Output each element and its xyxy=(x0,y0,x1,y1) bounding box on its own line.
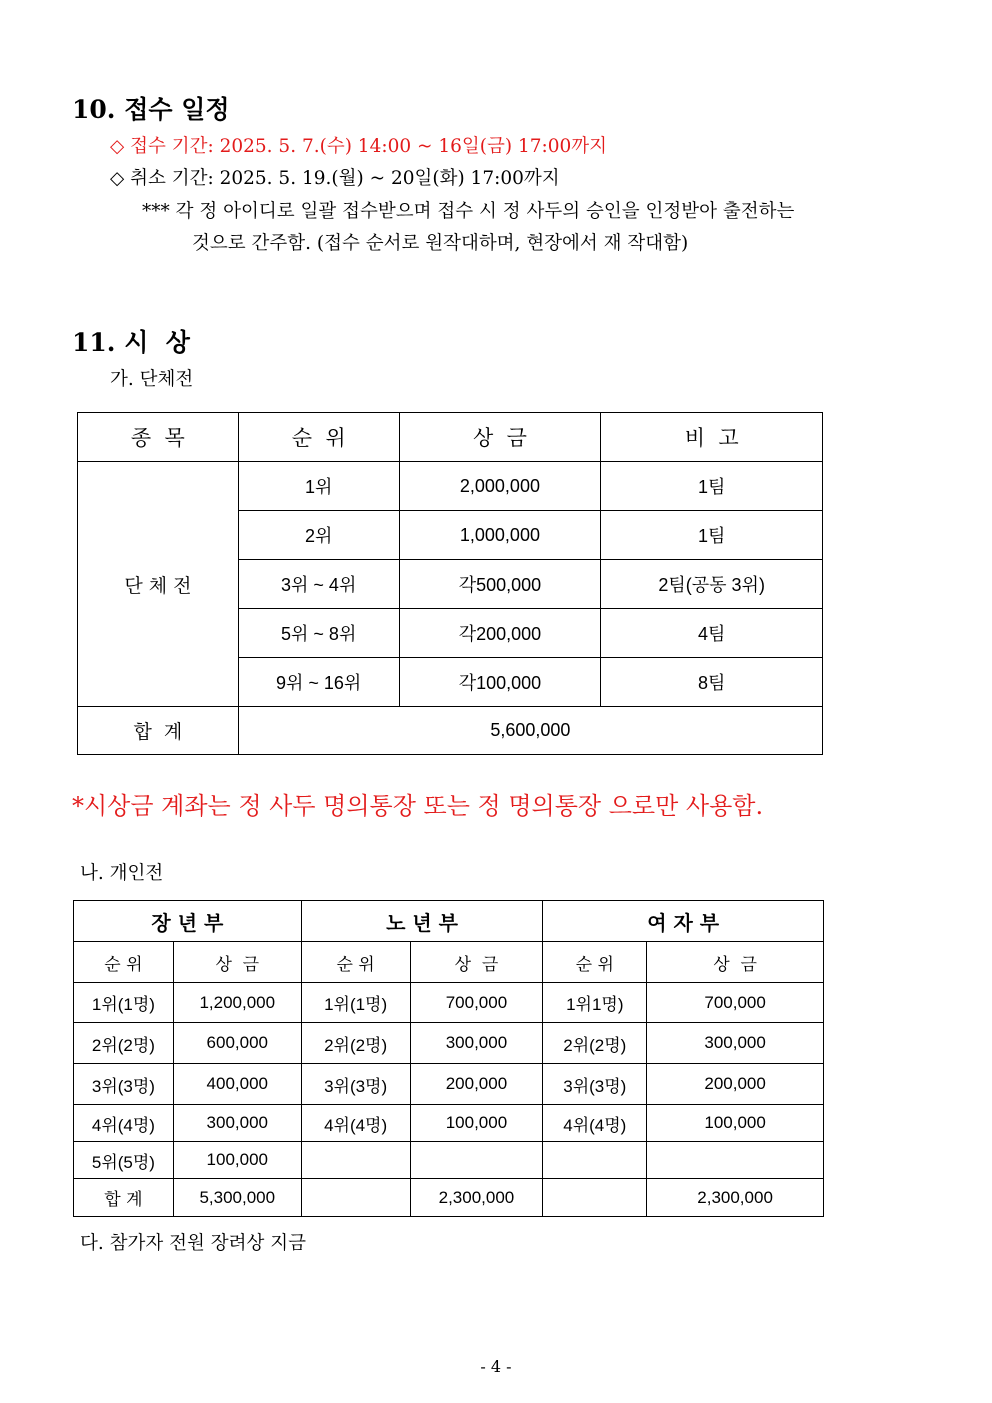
rank-cell: 9위 ~ 16위 xyxy=(238,658,399,707)
cell: 4위(4명) xyxy=(74,1105,174,1142)
table-row xyxy=(74,1105,824,1142)
cell: 1위(1명) xyxy=(301,983,410,1023)
rank-cell: 3위 ~ 4위 xyxy=(238,560,399,609)
cell: 3위(3명) xyxy=(301,1064,410,1105)
sub-header: 상 금 xyxy=(410,942,543,983)
cell: 700,000 xyxy=(647,983,824,1023)
cell: 3위(3명) xyxy=(543,1064,647,1105)
cell: 600,000 xyxy=(173,1023,301,1064)
cell: 100,000 xyxy=(410,1105,543,1142)
table-row xyxy=(78,462,823,511)
category-cell: 단 체 전 xyxy=(78,462,239,707)
prize-cell: 1,000,000 xyxy=(399,511,601,560)
cell: 2위(2명) xyxy=(543,1023,647,1064)
section-11-heading: 11. 시 상 xyxy=(72,328,190,357)
table-row xyxy=(74,1142,824,1179)
cell: 1위(1명) xyxy=(74,983,174,1023)
table-row xyxy=(74,983,824,1023)
rank-cell: 2위 xyxy=(238,511,399,560)
sub-header: 순 위 xyxy=(543,942,647,983)
sub-header-row xyxy=(74,942,824,983)
total-row xyxy=(78,707,823,755)
individual-prize-table xyxy=(73,900,824,1217)
total-value: 5,600,000 xyxy=(238,707,822,755)
note-line-2: 것으로 간주함. (접수 순서로 원작대하며, 현장에서 재 작대함) xyxy=(192,233,689,254)
cell: 700,000 xyxy=(410,983,543,1023)
page-number: - 4 - xyxy=(480,1357,512,1376)
table-header-row xyxy=(78,413,823,462)
group-header: 여 자 부 xyxy=(543,901,824,942)
note-line-1: *** 각 정 아이디로 일괄 접수받으며 접수 시 정 사두의 승인을 인정받아 출전하는 xyxy=(142,201,795,222)
cell: 5,300,000 xyxy=(173,1179,301,1217)
note-cell: 2팀(공동 3위) xyxy=(601,560,823,609)
header-cell: 순 위 xyxy=(238,413,399,462)
cell: 2위(2명) xyxy=(301,1023,410,1064)
sub-header: 순 위 xyxy=(74,942,174,983)
cell xyxy=(301,1142,410,1179)
account-note: *시상금 계좌는 정 사두 명의통장 또는 정 명의통장 으로만 사용함. xyxy=(72,792,764,820)
cell: 4위(4명) xyxy=(543,1105,647,1142)
cell: 300,000 xyxy=(173,1105,301,1142)
note-cell: 8팀 xyxy=(601,658,823,707)
total-label: 합 계 xyxy=(78,707,239,755)
cell xyxy=(647,1142,824,1179)
cell: 2,300,000 xyxy=(647,1179,824,1217)
cell: 100,000 xyxy=(647,1105,824,1142)
group-header-row xyxy=(74,901,824,942)
cell: 3위(3명) xyxy=(74,1064,174,1105)
cell: 2위(2명) xyxy=(74,1023,174,1064)
sub-heading-team: 가. 단체전 xyxy=(110,369,194,390)
sub-heading-encouragement: 다. 참가자 전원 장려상 지금 xyxy=(80,1233,306,1254)
note-cell: 1팀 xyxy=(601,511,823,560)
rank-cell: 1위 xyxy=(238,462,399,511)
cell: 200,000 xyxy=(647,1064,824,1105)
cell: 300,000 xyxy=(410,1023,543,1064)
note-cell: 4팀 xyxy=(601,609,823,658)
receipt-period: ◇ 접수 기간: 2025. 5. 7.(수) 14:00 ~ 16일(금) 17:00까지 xyxy=(110,136,608,157)
cell: 2,300,000 xyxy=(410,1179,543,1217)
sub-header: 상 금 xyxy=(173,942,301,983)
cell xyxy=(543,1142,647,1179)
header-cell: 상 금 xyxy=(399,413,601,462)
note-cell: 1팀 xyxy=(601,462,823,511)
sub-heading-individual: 나. 개인전 xyxy=(80,863,164,884)
prize-cell: 2,000,000 xyxy=(399,462,601,511)
total-row xyxy=(74,1179,824,1217)
prize-cell: 각100,000 xyxy=(399,658,601,707)
table-row xyxy=(74,1023,824,1064)
cell: 400,000 xyxy=(173,1064,301,1105)
cell: 합 계 xyxy=(74,1179,174,1217)
cell: 200,000 xyxy=(410,1064,543,1105)
group-header: 노 년 부 xyxy=(301,901,543,942)
rank-cell: 5위 ~ 8위 xyxy=(238,609,399,658)
cell: 1,200,000 xyxy=(173,983,301,1023)
header-cell: 비 고 xyxy=(601,413,823,462)
header-cell: 종 목 xyxy=(78,413,239,462)
cell: 1위1명) xyxy=(543,983,647,1023)
prize-cell: 각500,000 xyxy=(399,560,601,609)
cell: 5위(5명) xyxy=(74,1142,174,1179)
cell: 4위(4명) xyxy=(301,1105,410,1142)
team-prize-table xyxy=(77,412,823,755)
cancel-period: ◇ 취소 기간: 2025. 5. 19.(월) ~ 20일(화) 17:00까지 xyxy=(110,168,560,189)
prize-cell: 각200,000 xyxy=(399,609,601,658)
section-10-heading: 10. 접수 일정 xyxy=(72,95,230,124)
cell xyxy=(301,1179,410,1217)
sub-header: 순 위 xyxy=(301,942,410,983)
cell: 300,000 xyxy=(647,1023,824,1064)
cell xyxy=(410,1142,543,1179)
group-header: 장 년 부 xyxy=(74,901,302,942)
cell: 100,000 xyxy=(173,1142,301,1179)
cell xyxy=(543,1179,647,1217)
sub-header: 상 금 xyxy=(647,942,824,983)
table-row xyxy=(74,1064,824,1105)
